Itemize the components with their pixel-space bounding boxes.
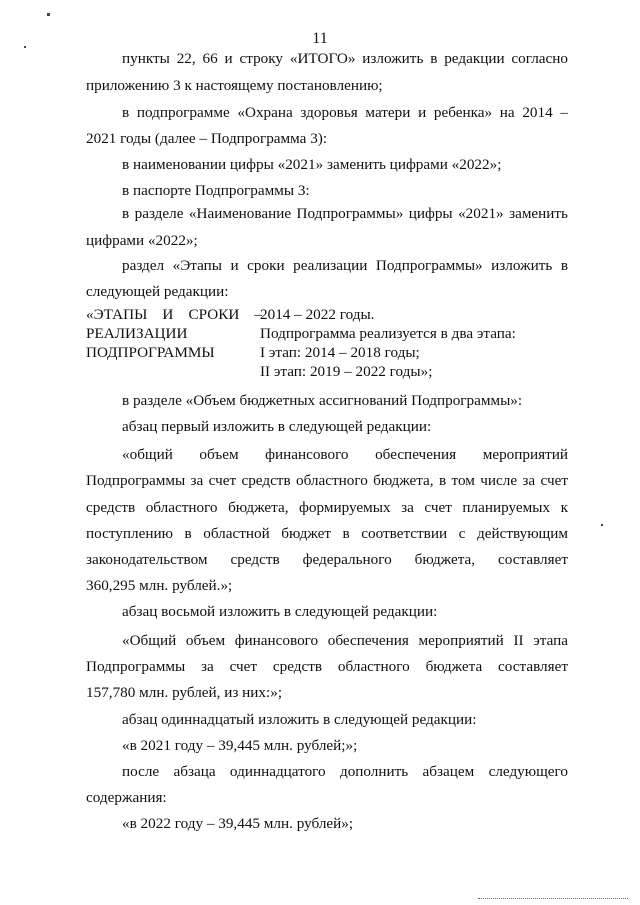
text-line: после абзаца одиннадцатого дополнить абзацем следующего (122, 763, 568, 780)
text-line: приложению 3 к настоящему постановлению; (86, 77, 383, 94)
text-line: в наименовании цифры «2021» заменить цифрами «2022»; (122, 156, 502, 173)
text-line: абзац восьмой изложить в следующей редакции: (122, 603, 438, 620)
text-line: «Общий объем финансового обеспечения мероприятий II этапа (122, 632, 568, 649)
scan-dotted-edge (478, 898, 628, 899)
scan-mark (47, 13, 50, 16)
page-number: 11 (312, 30, 328, 47)
text-line: Подпрограммы за счет средств областного бюджета, в том числе за счет (86, 472, 568, 489)
text-line: «в 2021 году – 39,445 млн. рублей;»; (122, 737, 358, 754)
text-line: 157,780 млн. рублей, из них:»; (86, 684, 283, 701)
table-value-column (260, 305, 560, 381)
text-line: средств областного бюджета, формируемых за счет планируемых к (86, 499, 568, 516)
table-value: Подпрограмма реализуется в два этапа: (260, 325, 516, 342)
text-line: законодательством средств федерального бюджета, составляет (86, 551, 568, 568)
text-line: цифрами «2022»; (86, 232, 198, 249)
table-label: «ЭТАПЫ И СРОКИ – (86, 306, 262, 323)
table-label: РЕАЛИЗАЦИИ (86, 325, 188, 342)
table-value: 2014 – 2022 годы. (260, 306, 375, 323)
table-value: I этап: 2014 – 2018 годы; (260, 344, 420, 361)
text-line: в паспорте Подпрограммы 3: (122, 182, 310, 199)
text-line: следующей редакции: (86, 283, 229, 300)
text-line: 360,295 млн. рублей.»; (86, 577, 233, 594)
text-line: в разделе «Наименование Подпрограммы» цифры «2021» заменить (122, 205, 568, 222)
text-line: раздел «Этапы и сроки реализации Подпрограммы» изложить в (122, 257, 568, 274)
text-line: Подпрограммы за счет средств областного бюджета составляет (86, 658, 568, 675)
text-line: 2021 годы (далее – Подпрограмма 3): (86, 130, 328, 147)
text-line: «общий объем финансового обеспечения мероприятий (122, 446, 568, 463)
text-line: содержания: (86, 789, 167, 806)
text-line: пункты 22, 66 и строку «ИТОГО» изложить в редакции согласно (122, 50, 568, 67)
text-line: «в 2022 году – 39,445 млн. рублей»; (122, 815, 354, 832)
text-line: в разделе «Объем бюджетных ассигнований Подпрограммы»: (122, 392, 523, 409)
text-line: абзац одиннадцатый изложить в следующей редакции: (122, 711, 477, 728)
table-label: ПОДПРОГРАММЫ (86, 344, 215, 361)
table-label-column (86, 305, 262, 362)
text-line: в подпрограмме «Охрана здоровья матери и ребенка» на 2014 – (122, 104, 568, 121)
scan-mark (601, 524, 603, 526)
table-value: II этап: 2019 – 2022 годы»; (260, 363, 433, 380)
text-line: поступлению в областной бюджет в соответствии с действующим (86, 525, 568, 542)
text-line: абзац первый изложить в следующей редакции: (122, 418, 432, 435)
